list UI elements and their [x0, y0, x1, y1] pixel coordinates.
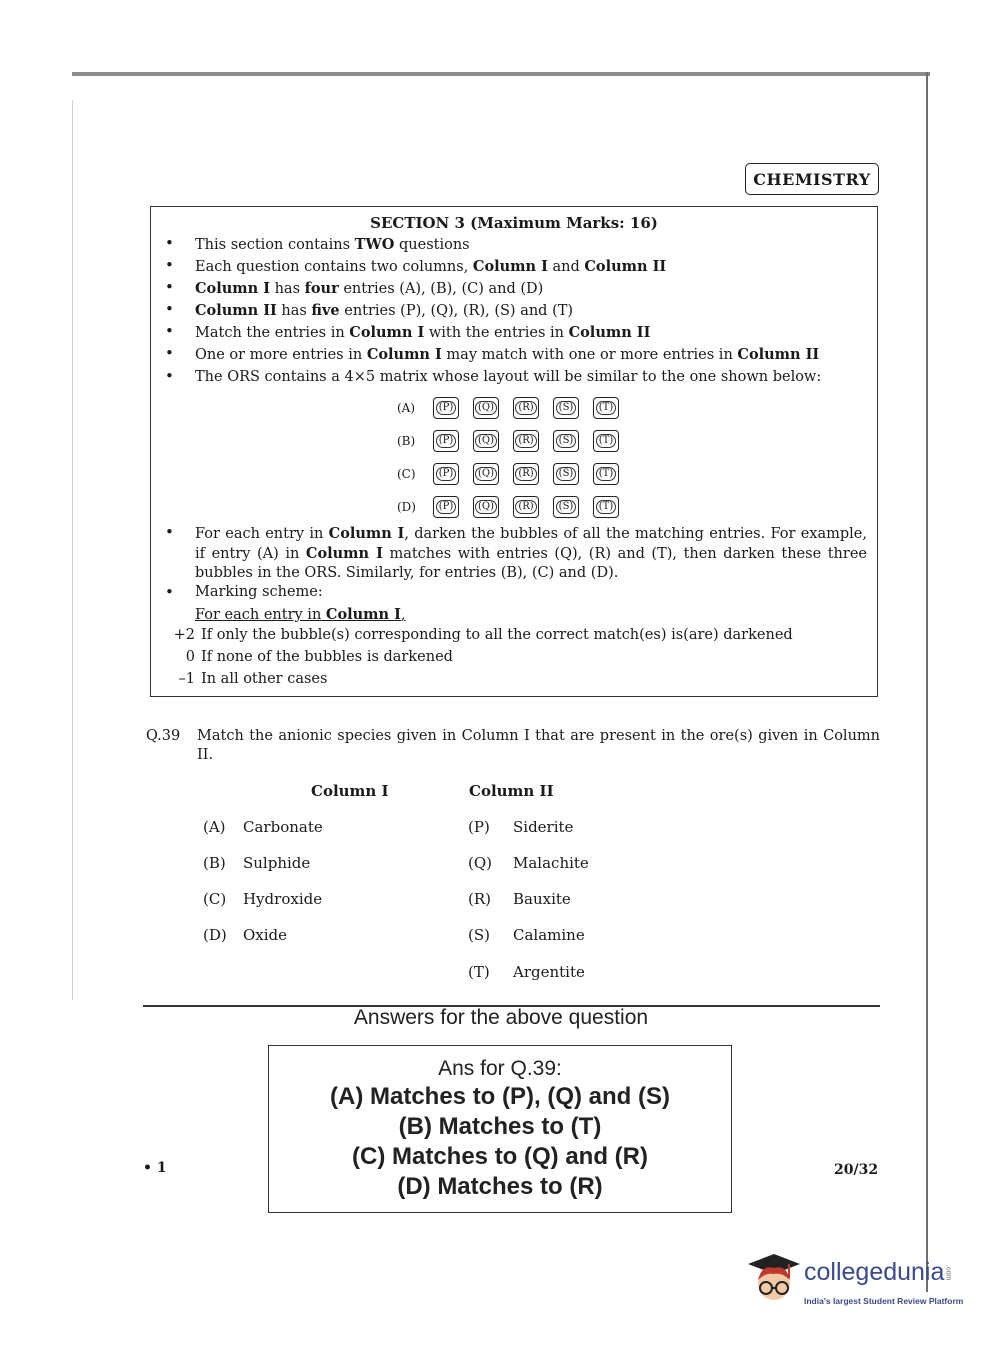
darken-instruction: For each entry in Column I, darken the bubbles of all the matching entries. For example, if entry (A) in Column I matches with entries (Q), (R) and (T), then darken these three bubbles in the ORS. Similarly, for entries (B), (C) and (D).	[195, 525, 867, 581]
instruction-1: This section contains TWO questions	[195, 236, 470, 253]
answers-heading: Answers for the above question	[353, 1006, 649, 1029]
mark-value: +2	[173, 627, 195, 643]
ors-bubble-q[interactable]: (Q)	[473, 430, 499, 452]
bullet-dot: •	[165, 344, 174, 362]
page-right-border	[926, 72, 928, 1292]
column-2-entry: (T) Argentite	[468, 963, 585, 981]
mark-text: If none of the bubbles is darkened	[201, 649, 453, 665]
footer-mark: • 1	[143, 1160, 167, 1176]
answer-box	[268, 1045, 732, 1213]
ors-bubble-s[interactable]: (S)	[553, 397, 579, 419]
column-2-entry: (R) Bauxite	[468, 890, 571, 908]
ors-row-b	[397, 429, 633, 453]
mark-text: In all other cases	[201, 671, 328, 687]
ors-row-label: (A)	[397, 401, 416, 415]
marking-scheme-label: Marking scheme:	[195, 584, 323, 600]
subject-label: CHEMISTRY	[745, 163, 879, 195]
ors-bubble-r[interactable]: (R)	[513, 430, 539, 452]
page-left-border	[72, 100, 73, 1000]
marking-scheme-subheading: For each entry in Column I,	[195, 606, 406, 623]
answer-line: (A) Matches to (P), (Q) and (S)	[330, 1083, 670, 1110]
column-1-entry: (D) Oxide	[203, 926, 288, 944]
ors-row-d	[397, 495, 633, 519]
ors-bubble-p[interactable]: (P)	[433, 463, 459, 485]
ors-bubble-p[interactable]: (P)	[433, 496, 459, 518]
ors-bubble-s[interactable]: (S)	[553, 496, 579, 518]
question-text: Match the anionic species given in Column I that are present in the ore(s) given in Column II.	[197, 728, 880, 763]
logo-tagline: India's largest Student Review Platform	[804, 1296, 964, 1306]
ors-row-label: (C)	[397, 467, 416, 481]
bullet-dot: •	[165, 523, 174, 541]
bullet-dot: •	[165, 234, 174, 252]
column-2-title: Column II	[469, 782, 554, 800]
mark-text: If only the bubble(s) corresponding to all the correct match(es) is(are) darkened	[201, 627, 793, 643]
bullet-dot: •	[165, 300, 174, 318]
ors-bubble-r[interactable]: (R)	[513, 463, 539, 485]
page-number: 20/32	[834, 1162, 879, 1178]
column-2-entry: (S) Calamine	[468, 926, 585, 944]
instruction-2: Each question contains two columns, Column I and Column II	[195, 258, 667, 275]
ors-bubble-p[interactable]: (P)	[433, 430, 459, 452]
ors-bubble-q[interactable]: (Q)	[473, 463, 499, 485]
mascot-icon	[744, 1250, 804, 1310]
ors-bubble-r[interactable]: (R)	[513, 496, 539, 518]
ors-bubble-r[interactable]: (R)	[513, 397, 539, 419]
answer-line: (C) Matches to (Q) and (R)	[352, 1143, 648, 1170]
column-1-entry: (B) Sulphide	[203, 854, 311, 872]
instruction-5: Match the entries in Column I with the entries in Column II	[195, 324, 651, 341]
column-1-title: Column I	[311, 782, 389, 800]
ors-bubble-t[interactable]: (T)	[593, 397, 619, 419]
bullet-dot: •	[165, 256, 174, 274]
bullet-dot: •	[165, 322, 174, 340]
ors-row-c	[397, 462, 633, 486]
mark-value: 0	[185, 649, 195, 665]
bullet-dot: •	[165, 583, 174, 601]
mark-value: –1	[178, 671, 195, 687]
ors-row-a	[397, 396, 633, 420]
page-top-border	[72, 72, 930, 76]
ors-bubble-q[interactable]: (Q)	[473, 397, 499, 419]
ors-row-label: (D)	[397, 500, 416, 514]
ors-bubble-t[interactable]: (T)	[593, 463, 619, 485]
answer-line: (D) Matches to (R)	[397, 1173, 603, 1200]
column-1-entry: (A) Carbonate	[203, 818, 323, 836]
column-1-entry: (C) Hydroxide	[203, 890, 323, 908]
section-title: SECTION 3 (Maximum Marks: 16)	[370, 214, 658, 232]
answer-title: Ans for Q.39:	[438, 1057, 562, 1080]
ors-bubble-s[interactable]: (S)	[553, 463, 579, 485]
bullet-dot: •	[165, 278, 174, 296]
ors-row-label: (B)	[397, 434, 416, 448]
ors-bubble-s[interactable]: (S)	[553, 430, 579, 452]
instruction-6: One or more entries in Column I may match with one or more entries in Column II	[195, 346, 820, 363]
instruction-4: Column II has five entries (P), (Q), (R), (S) and (T)	[195, 302, 574, 319]
bullet-dot: •	[165, 367, 174, 385]
column-2-entry: (Q) Malachite	[468, 854, 589, 872]
instruction-7: The ORS contains a 4×5 matrix whose layout will be similar to the one shown below:	[195, 369, 822, 385]
column-2-entry: (P) Siderite	[468, 818, 574, 836]
ors-bubble-q[interactable]: (Q)	[473, 496, 499, 518]
ors-bubble-p[interactable]: (P)	[433, 397, 459, 419]
ors-bubble-t[interactable]: (T)	[593, 430, 619, 452]
instructions-box	[150, 206, 878, 697]
answer-line: (B) Matches to (T)	[398, 1113, 602, 1140]
ors-bubble-t[interactable]: (T)	[593, 496, 619, 518]
logo-wordmark: collegedunia.com	[804, 1258, 952, 1286]
collegedunia-logo[interactable]	[744, 1250, 974, 1310]
question-number: Q.39	[146, 728, 181, 744]
instruction-3: Column I has four entries (A), (B), (C) and (D)	[195, 280, 544, 297]
